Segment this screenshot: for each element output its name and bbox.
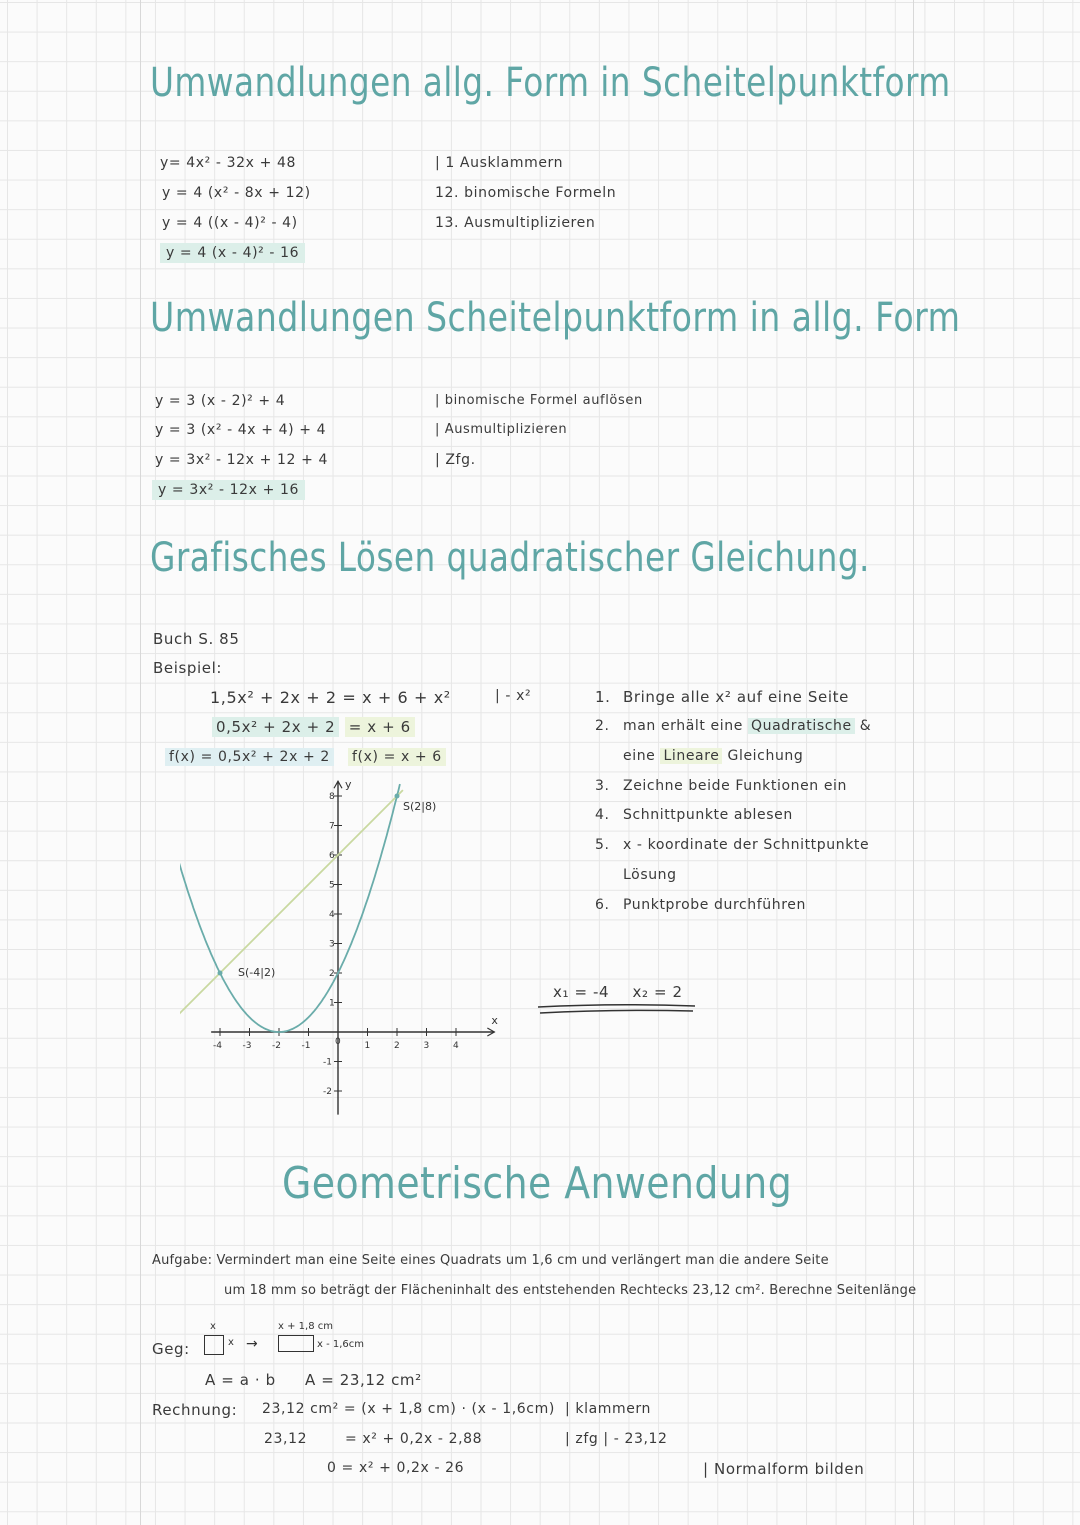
x-tick-label: -2 (272, 1041, 281, 1051)
calc-line: 23,12 cm² = (x + 1,8 cm) · (x - 1,6cm) (262, 1401, 555, 1417)
step-number: 2. (595, 718, 610, 734)
step-text: & (854, 718, 872, 734)
step-note: | - x² (495, 688, 532, 704)
y-tick-label: 3 (329, 939, 335, 950)
equation-result: y = 3x² - 12x + 16 (152, 480, 305, 500)
y-tick-label: 4 (329, 910, 335, 920)
step-note: | klammern (565, 1401, 652, 1417)
step-note: | binomische Formel auflösen (435, 393, 643, 408)
equation-result: y = 4 (x - 4)² - 16 (160, 243, 305, 263)
step-number: 5. (595, 837, 610, 853)
x-tick-label: 2 (394, 1041, 400, 1051)
equation-line (212, 718, 415, 736)
arrow-icon: → (246, 1336, 258, 1352)
equation-line: 1,5x² + 2x + 2 = x + 6 + x² (210, 688, 451, 707)
calc-line: = x² + 0,2x - 2,88 (345, 1431, 483, 1447)
y-tick-label: 1 (329, 998, 335, 1009)
x-tick-label: -1 (301, 1041, 311, 1051)
step-text: Gleichung (722, 748, 804, 764)
step-number: 1. (595, 688, 611, 706)
y-axis-label: y (345, 778, 352, 792)
step-note: | Zfg. (435, 452, 476, 468)
step-note: | Ausmultiplizieren (435, 422, 568, 437)
list-item (595, 778, 847, 794)
list-item (595, 688, 849, 706)
rect-side-label: x - 1,6cm (317, 1339, 365, 1350)
task-text: um 18 mm so beträgt der Flächeninhalt des entstehenden Rechtecks 23,12 cm². Berechne Seitenlänge (224, 1283, 917, 1298)
intersection-point (395, 794, 400, 799)
step-text: Lösung (623, 867, 677, 883)
square-shape (204, 1335, 224, 1355)
linear-line (180, 790, 403, 1061)
equation-linear: = x + 6 (345, 717, 415, 737)
list-item (595, 837, 869, 853)
square-side-label: x (210, 1321, 216, 1332)
y-tick-label: 5 (329, 880, 335, 891)
section-title-graphical-solving: Grafisches Lösen quadratischer Gleichung. (150, 535, 870, 581)
step-number: 3. (595, 778, 610, 794)
list-item (595, 748, 803, 764)
rect-top-label: x + 1,8 cm (278, 1321, 333, 1332)
equation-line: y = 3 (x - 2)² + 4 (155, 393, 286, 409)
x-tick-label: 0 (335, 1037, 341, 1047)
equation-line: y = 3 (x² - 4x + 4) + 4 (155, 422, 327, 438)
function-linear: f(x) = x + 6 (348, 748, 446, 766)
step-note: | zfg | - 23,12 (565, 1431, 668, 1447)
step-number: 4. (595, 807, 610, 823)
y-tick-label: 8 (329, 792, 335, 802)
step-text: Bringe alle x² auf eine Seite (623, 688, 849, 706)
step-number: 6. (595, 897, 610, 913)
x-axis-label: x (491, 1014, 498, 1027)
square-side-label: x (228, 1337, 234, 1348)
section-title-general-to-vertex: Umwandlungen allg. Form in Scheitelpunktform (150, 60, 951, 106)
y-tick-label: -2 (323, 1087, 332, 1097)
function-graph (180, 770, 510, 1130)
step-note: 12. binomische Formeln (435, 185, 617, 201)
step-highlight: Quadratische (748, 718, 855, 734)
calc-line: 23,12 (264, 1431, 308, 1447)
rectangle-shape (278, 1335, 314, 1352)
intersection-point (218, 971, 223, 976)
formula: A = a · b (205, 1371, 276, 1389)
given-label: Geg: (152, 1340, 190, 1358)
solution (553, 983, 683, 1001)
step-note: | Normalform bilden (703, 1460, 865, 1478)
y-tick-label: 7 (329, 821, 335, 832)
y-tick-label: 6 (329, 851, 335, 861)
step-text: Zeichne beide Funktionen ein (623, 778, 848, 794)
solution-underline (535, 1002, 700, 1018)
list-item (595, 718, 871, 734)
equation-line: y = 4 ((x - 4)² - 4) (162, 215, 298, 231)
intersection-label: S(2|8) (403, 800, 437, 813)
section-title-geometric-application: Geometrische Anwendung (282, 1158, 793, 1209)
y-tick-label: 2 (329, 969, 335, 979)
list-item (595, 867, 677, 883)
equation-line: y = 3x² - 12x + 12 + 4 (155, 452, 328, 468)
step-highlight: Lineare (660, 748, 722, 764)
example-label: Beispiel: (153, 659, 223, 677)
step-note: | 1 Ausklammern (435, 155, 564, 171)
calc-line: 0 = x² + 0,2x - 26 (327, 1460, 465, 1476)
x-tick-label: -3 (242, 1041, 252, 1051)
formula: A = 23,12 cm² (305, 1371, 422, 1389)
x-tick-label: 1 (364, 1041, 371, 1051)
parabola-curve (180, 784, 400, 1032)
x-tick-label: 4 (453, 1041, 459, 1051)
function-quadratic: f(x) = 0,5x² + 2x + 2 (165, 748, 334, 766)
step-text: Punktprobe durchführen (623, 897, 806, 913)
equation-quadratic: 0,5x² + 2x + 2 (212, 717, 339, 737)
equation-line: y= 4x² - 32x + 48 (160, 155, 296, 171)
book-reference: Buch S. 85 (153, 630, 240, 648)
equation-line: y = 4 (x² - 8x + 12) (162, 185, 311, 201)
x-tick-label: 3 (423, 1041, 430, 1051)
step-text: man erhält eine (623, 718, 748, 734)
list-item (595, 807, 793, 823)
section-title-vertex-to-general: Umwandlungen Scheitelpunktform in allg. Form (150, 295, 961, 341)
intersection-label: S(-4|2) (238, 966, 276, 979)
page-margin-left (140, 0, 141, 1525)
task-text: Aufgabe: Vermindert man eine Seite eines Quadrats um 1,6 cm und verlängert man die andere Seite (152, 1253, 829, 1268)
step-text: eine (623, 748, 661, 764)
step-text: x - koordinate der Schnittpunkte (623, 837, 870, 853)
step-note: 13. Ausmultiplizieren (435, 215, 596, 231)
y-tick-label: -1 (323, 1057, 332, 1068)
solution-x2: x₂ = 2 (632, 983, 683, 1001)
calc-label: Rechnung: (152, 1401, 238, 1419)
x-tick-label: -4 (213, 1041, 222, 1051)
solution-x1: x₁ = -4 (553, 983, 610, 1001)
list-item (595, 897, 806, 913)
step-text: Schnittpunkte ablesen (623, 807, 793, 823)
